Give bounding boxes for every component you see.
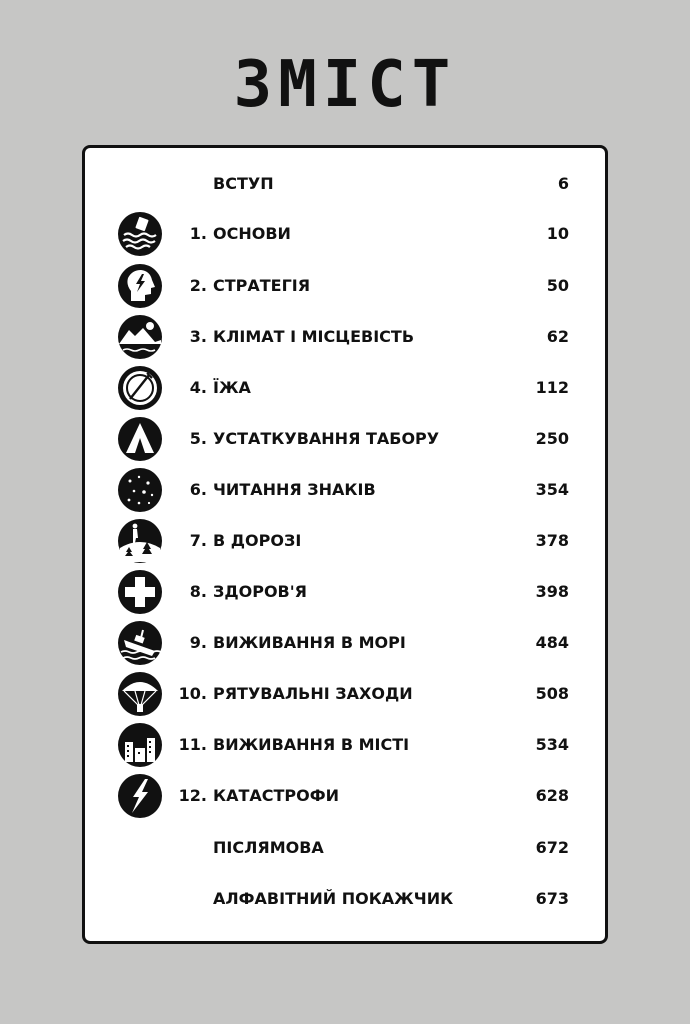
entry-label: УСТАТКУВАННЯ ТАБОРУ bbox=[213, 429, 440, 448]
toc-entry-intro[interactable] bbox=[85, 159, 605, 209]
entry-page: 508 bbox=[535, 684, 569, 703]
entry-label: ВСТУП bbox=[213, 174, 274, 193]
entry-number: 5. bbox=[189, 429, 207, 448]
entry-number: 12. bbox=[178, 786, 207, 805]
entry-label: РЯТУВАЛЬНІ ЗАХОДИ bbox=[213, 684, 413, 703]
toc-entry-5[interactable] bbox=[85, 414, 605, 464]
medical-cross-icon bbox=[117, 569, 163, 615]
entry-number: 11. bbox=[178, 735, 207, 754]
toc-entry-10[interactable] bbox=[85, 669, 605, 719]
entry-page: 628 bbox=[535, 786, 569, 805]
entry-number: 10. bbox=[178, 684, 207, 703]
toc-entry-6[interactable] bbox=[85, 465, 605, 515]
entry-number: 8. bbox=[189, 582, 207, 601]
toc-entry-8[interactable] bbox=[85, 567, 605, 617]
entry-number: 7. bbox=[189, 531, 207, 550]
toc-entry-12[interactable] bbox=[85, 771, 605, 821]
toc-entry-4[interactable] bbox=[85, 363, 605, 413]
entry-label: В ДОРОЗІ bbox=[213, 531, 302, 550]
toc-entry-2[interactable] bbox=[85, 261, 605, 311]
page-title: ЗМІСТ bbox=[233, 48, 457, 122]
entry-page: 112 bbox=[535, 378, 569, 397]
entry-label: ЇЖА bbox=[213, 378, 251, 397]
entry-page: 250 bbox=[535, 429, 569, 448]
entry-label: СТРАТЕГІЯ bbox=[213, 276, 311, 295]
entry-page: 484 bbox=[535, 633, 569, 652]
city-icon bbox=[117, 722, 163, 768]
plate-fork-icon bbox=[117, 365, 163, 411]
contents-panel bbox=[82, 145, 608, 944]
entry-number bbox=[163, 159, 207, 209]
entry-page: 398 bbox=[535, 582, 569, 601]
entry-page: 378 bbox=[535, 531, 569, 550]
toc-entry-7[interactable] bbox=[85, 516, 605, 566]
entry-number bbox=[163, 823, 207, 873]
hiker-trees-icon bbox=[117, 518, 163, 564]
entry-label: АЛФАВІТНИЙ ПОКАЖЧИК bbox=[213, 889, 454, 908]
head-lightning-icon bbox=[117, 263, 163, 309]
entry-page: 10 bbox=[546, 224, 569, 243]
toc-entry-index[interactable] bbox=[85, 874, 605, 924]
entry-label: ПІСЛЯМОВА bbox=[213, 838, 324, 857]
toc-entry-1[interactable] bbox=[85, 209, 605, 259]
entry-page: 673 bbox=[535, 889, 569, 908]
lightning-bolt-icon bbox=[117, 773, 163, 819]
mountain-sun-icon bbox=[117, 314, 163, 360]
entry-number: 9. bbox=[189, 633, 207, 652]
entry-label: ВИЖИВАННЯ В МОРІ bbox=[213, 633, 406, 652]
entry-page: 50 bbox=[546, 276, 569, 295]
entry-number: 3. bbox=[189, 327, 207, 346]
entry-page: 6 bbox=[557, 174, 569, 193]
sinking-ship-icon bbox=[117, 620, 163, 666]
tent-icon bbox=[117, 416, 163, 462]
entry-label: ЧИТАННЯ ЗНАКІВ bbox=[213, 480, 376, 499]
entry-label: КАТАСТРОФИ bbox=[213, 786, 339, 805]
entry-number bbox=[163, 874, 207, 924]
toc-entry-9[interactable] bbox=[85, 618, 605, 668]
entry-label: ОСНОВИ bbox=[213, 224, 291, 243]
entry-label: ВИЖИВАННЯ В МІСТІ bbox=[213, 735, 410, 754]
toc-entry-3[interactable] bbox=[85, 312, 605, 362]
water-basics-icon bbox=[117, 211, 163, 257]
entry-number: 1. bbox=[189, 224, 207, 243]
constellation-icon bbox=[117, 467, 163, 513]
entry-page: 672 bbox=[535, 838, 569, 857]
toc-entry-afterword[interactable] bbox=[85, 823, 605, 873]
entry-number: 2. bbox=[189, 276, 207, 295]
entry-label: ЗДОРОВ'Я bbox=[213, 582, 307, 601]
entry-label: КЛІМАТ І МІСЦЕВІСТЬ bbox=[213, 327, 415, 346]
entry-page: 62 bbox=[546, 327, 569, 346]
entry-number: 4. bbox=[189, 378, 207, 397]
entry-page: 354 bbox=[535, 480, 569, 499]
entry-page: 534 bbox=[535, 735, 569, 754]
toc-entry-11[interactable] bbox=[85, 720, 605, 770]
entry-number: 6. bbox=[189, 480, 207, 499]
parachute-icon bbox=[117, 671, 163, 717]
